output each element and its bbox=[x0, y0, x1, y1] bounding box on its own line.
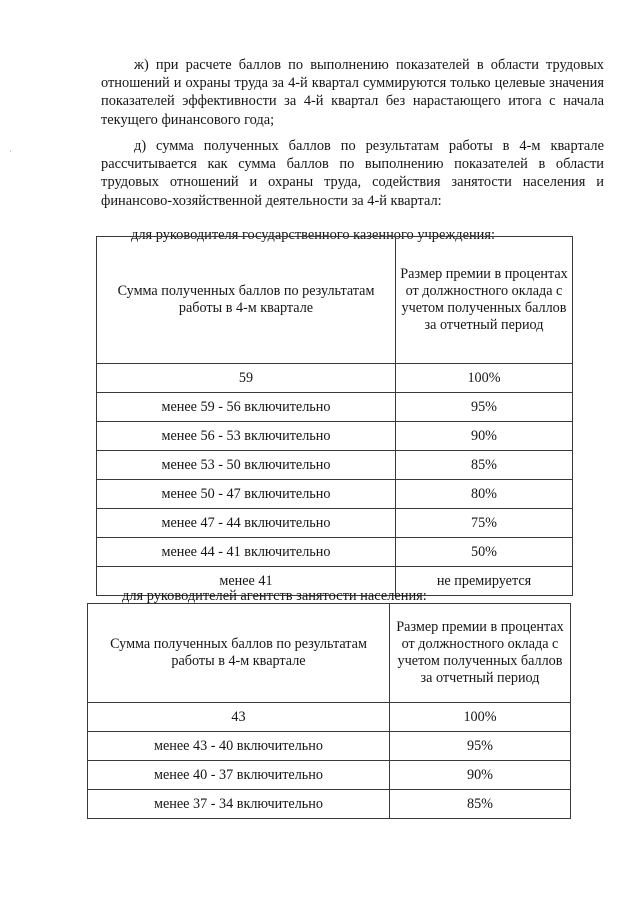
table-row bbox=[88, 790, 571, 819]
header-bonus-column: Размер премии в процентах от должностного оклада с учетом полученных баллов за отчетный период bbox=[390, 604, 571, 703]
bonus-cell: 85% bbox=[396, 451, 573, 480]
table-caption-institution: для руководителя государственного казенного учреждения: bbox=[131, 227, 496, 243]
table-row bbox=[97, 393, 573, 422]
score-cell: менее 44 - 41 включительно bbox=[97, 538, 396, 567]
score-cell: менее 59 - 56 включительно bbox=[97, 393, 396, 422]
table-caption-agencies: для руководителей агентств занятости населения: bbox=[122, 588, 427, 604]
table-row bbox=[88, 703, 571, 732]
table-row bbox=[97, 451, 573, 480]
table-header-row bbox=[88, 604, 571, 703]
bonus-cell: 85% bbox=[390, 790, 571, 819]
score-cell: менее 50 - 47 включительно bbox=[97, 480, 396, 509]
header-bonus-column: Размер премии в процентах от должностного оклада с учетом полученных баллов за отчетный период bbox=[396, 237, 573, 364]
bonus-cell: 80% bbox=[396, 480, 573, 509]
table-row bbox=[88, 732, 571, 761]
table-row bbox=[97, 422, 573, 451]
score-cell: менее 47 - 44 включительно bbox=[97, 509, 396, 538]
header-score-column: Сумма полученных баллов по результатам работы в 4-м квартале bbox=[88, 604, 390, 703]
bonus-cell: 90% bbox=[396, 422, 573, 451]
paragraph-zh: ж) при расчете баллов по выполнению показателей в области трудовых отношений и охраны труда за 4-й квартал суммируются только целевые значения показателей эффективности за 4-й квартал без нарастающего итога с начала текущего финансового года; bbox=[101, 57, 604, 128]
bonus-cell: 95% bbox=[390, 732, 571, 761]
bonus-cell: не премируется bbox=[396, 567, 573, 596]
score-cell: менее 56 - 53 включительно bbox=[97, 422, 396, 451]
table-row bbox=[88, 761, 571, 790]
bonus-cell: 95% bbox=[396, 393, 573, 422]
bonus-cell: 100% bbox=[396, 364, 573, 393]
score-cell: менее 53 - 50 включительно bbox=[97, 451, 396, 480]
bonus-table-agencies bbox=[87, 603, 571, 819]
score-cell: менее 41 bbox=[97, 567, 396, 596]
score-cell: менее 40 - 37 включительно bbox=[88, 761, 390, 790]
header-score-column: Сумма полученных баллов по результатам работы в 4-м квартале bbox=[97, 237, 396, 364]
bonus-cell: 100% bbox=[390, 703, 571, 732]
table-row bbox=[97, 480, 573, 509]
table-header-row bbox=[97, 237, 573, 364]
score-cell: менее 43 - 40 включительно bbox=[88, 732, 390, 761]
bonus-cell: 90% bbox=[390, 761, 571, 790]
table-row bbox=[97, 364, 573, 393]
score-cell: 59 bbox=[97, 364, 396, 393]
bonus-table-institution bbox=[96, 236, 573, 596]
bonus-cell: 75% bbox=[396, 509, 573, 538]
scan-speck bbox=[10, 150, 11, 152]
paragraph-d: д) сумма полученных баллов по результатам работы в 4-м квартале рассчитывается как сумма баллов по выполнению показателей в области трудовых отношений и охраны труда, содействия занятости населения и финансово-хозяйственной деятельности за 4-й квартал: bbox=[101, 138, 604, 209]
table-row bbox=[97, 509, 573, 538]
score-cell: 43 bbox=[88, 703, 390, 732]
table-row bbox=[97, 538, 573, 567]
bonus-cell: 50% bbox=[396, 538, 573, 567]
score-cell: менее 37 - 34 включительно bbox=[88, 790, 390, 819]
